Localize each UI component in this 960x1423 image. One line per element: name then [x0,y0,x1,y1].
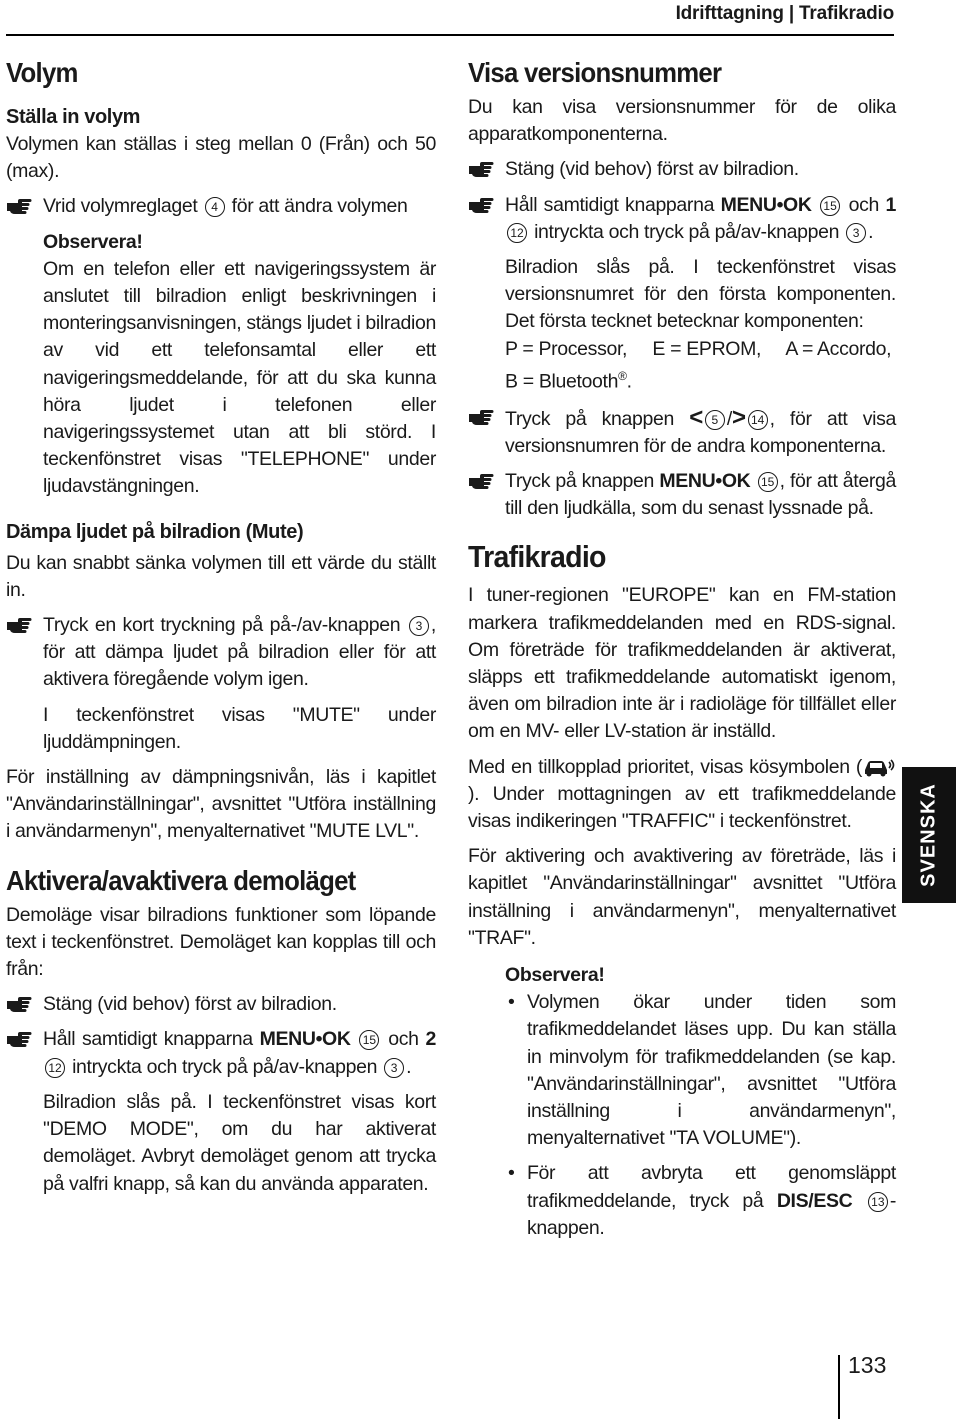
control-number-badge: 15 [820,196,840,216]
control-number-badge: 4 [205,197,225,217]
mute-intro: Du kan snabbt sänka volymen till ett värde du ställt in. [6,551,436,601]
right-column [468,56,896,1242]
key-label: MENU•OK [720,193,812,216]
subheading-mute: Dämpa ljudet på bilradion (Mute) [6,520,304,543]
page-number-rule [838,1355,840,1419]
control-number-badge: 3 [384,1058,404,1078]
volym-note-text: Om en telefon eller ett navigeringssystem är anslutet till bilradion enligt beskrivningen i monteringsanvisningen, stängs ljudet i bilradion av vid ett telefonsamtal eller ett navigeringsmeddelande, för att du ska kunna höra ljudet i telefonen eller navigeringssystemet utan att bli störd. I teckenfönstret visas "TELEPHONE" under ljudavstängningen. [43,257,436,498]
mute-step: Tryck en kort tryckning på på-/av-knappen 3 , för att dämpa ljudet på bilradion eller för att aktivera föregående volym igen. [6,612,436,694]
demo-step-1: Stäng (vid behov) först av bilradion. [6,991,436,1018]
left-arrow-key: < [689,403,703,431]
mute-note: För inställning av dämpningsnivån, läs i kapitlet "Användarinställningar", avsnittet "Utföra inställning i användarmenyn", menyalternativet "MUTE LVL". [6,766,436,843]
key-label: MENU•OK [259,1028,351,1051]
subheading-stalla-in-volym: Ställa in volym [6,106,141,128]
version-intro: Du kan visa versionsnummer för de olika apparatkomponenterna. [468,96,896,146]
control-number-badge: 13 [868,1192,888,1212]
note-title: Observera! [43,230,143,253]
control-number-badge: 3 [409,616,429,636]
hand-pointer-icon [468,471,494,491]
version-after-3: B = Bluetooth®. [505,368,632,393]
hand-pointer-icon [6,994,32,1014]
section-heading-trafikradio: Trafikradio [468,539,606,575]
control-number-badge: 12 [45,1058,65,1078]
control-number-badge: 14 [748,410,768,430]
control-number-badge: 3 [846,223,866,243]
hand-pointer-icon [6,1029,32,1049]
control-number-badge: 12 [507,223,527,243]
hand-pointer-icon [468,407,494,427]
volym-step: Vrid volymreglaget 4 för att ändra volymen [6,193,436,220]
section-heading-volym: Volym [6,57,78,88]
list-item: • Volymen ökar under tiden som trafikmeddelandet läses upp. Du kan ställa in minvolym för trafikmeddelanden (se kap. "Användarinställningar", avsnittet "Utföra inställning i användarmenyn", menyalternativet "TA VOLUME"). [505,989,896,1152]
volym-intro: Volymen kan ställas i steg mellan 0 (Från) och 50 (max). [6,133,436,183]
key-label: 1 [885,193,896,216]
demo-intro: Demoläge visar bilradions funktioner som löpande text i teckenfönstret. Demoläget kan kopplas till och från: [6,903,436,981]
mute-after: I teckenfönstret visas "MUTE" under ljuddämpningen. [43,703,436,753]
key-label: MENU•OK [659,469,751,492]
control-number-badge: 15 [758,472,778,492]
control-number-badge: 5 [705,410,725,430]
list-item: • För att avbryta ett genomsläppt trafikmeddelande, tryck på DIS/ESC 13 -knappen. [505,1160,896,1242]
version-step-3: Tryck på knappen < 5 /> 14 , för att visa versionsnumren för de andra komponenterna. [468,404,896,460]
control-number-badge: 15 [359,1030,379,1050]
version-step-4: Tryck på knappen MENU•OK 15 , för att återgå till den ljudkälla, som du senast lyssnade på. [468,468,896,522]
header-rule [6,34,894,36]
page-number: 133 [848,1352,887,1378]
right-arrow-key: > [731,403,746,431]
hand-pointer-icon [6,196,32,216]
version-after-1: Bilradion slås på. I teckenfönstret visas versionsnumret för den första komponenten. Det första tecknet betecknar komponenten: [505,256,896,333]
traffic-car-icon [862,757,896,777]
note-title: Observera! [505,963,605,986]
version-step-1: Stäng (vid behov) först av bilradion. [468,156,896,183]
key-label: DIS/ESC [776,1189,853,1212]
left-column [6,56,436,1198]
demo-after: Bilradion slås på. I teckenfönstret visas kort "DEMO MODE", om du har aktiverat demoläget. Avbryt demoläget genom att trycka på valfri knapp, så kan du använda apparaten. [43,1090,436,1195]
version-step-2: Håll samtidigt knapparna MENU•OK 15 och 1 12 intryckta och tryck på på/av-knappen 3 . [468,192,896,246]
hand-pointer-icon [6,615,32,635]
traffic-paragraph-3: För aktivering och avaktivering av företräde, läs i kapitlet "Användarinställningar" avsnittet "Utföra inställning i användarmenyn", menyalternativet "TRAF". [468,845,896,949]
language-tab: SVENSKA [902,767,956,903]
hand-pointer-icon [468,159,494,179]
section-heading-demo: Aktivera/avaktivera demoläget [6,864,356,896]
hand-pointer-icon [468,195,494,215]
traffic-paragraph-2: Med en tillkopplad prioritet, visas kösymbolen (). Under mottagningen av ett trafikmeddelande visas indikeringen "TRAFFIC" i teckenfönstret. [468,755,896,832]
traffic-paragraph-1: I tuner-regionen "EUROPE" kan en FM-station markera trafikmeddelanden med en RDS-signal. Om företräde för trafikmeddelanden är aktiverat, släpps ett trafikmeddelande automatiskt igenom, även om bilradion inte är i radioläge för tillfället eller om en MV- eller LV-station är inställd. [468,584,896,743]
key-label: 2 [425,1028,436,1051]
version-after-2: P = Processor, E = EPROM, A = Accordo, [505,337,892,360]
traffic-note-list [468,989,896,1242]
section-heading-version: Visa versionsnummer [468,57,722,88]
demo-step-2: Håll samtidigt knapparna MENU•OK 15 och 2 12 intryckta och tryck på på/av-knappen 3 . [6,1026,436,1080]
running-header: Idrifttagning | Trafikradio [675,3,894,24]
